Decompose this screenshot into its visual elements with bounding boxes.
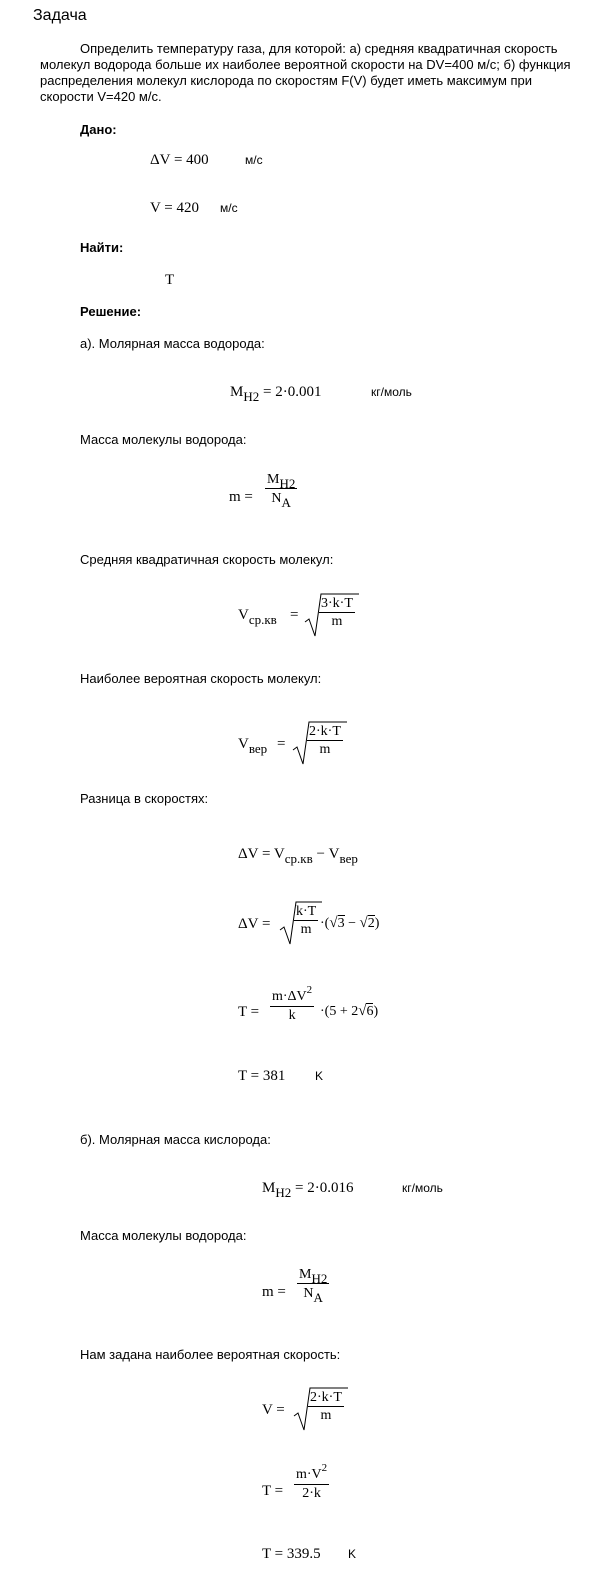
given-heading: Дано: — [80, 122, 117, 137]
a-vver-eq: = — [277, 736, 286, 752]
a-diff-label: Разница в скоростях: — [80, 791, 209, 806]
find-var: T — [165, 272, 175, 288]
a-diff2-tail: ·(√3 − √2) — [320, 915, 380, 931]
problem-line-4: скорости V=420 м/с. — [40, 89, 162, 104]
b-T-lhs: T = — [262, 1483, 284, 1499]
problem-line-1: Определить температуру газа, для которой: а) средняя квадратичная скорость — [80, 41, 558, 56]
page-title: Задача — [33, 7, 87, 24]
a-T-fraction: $\frac{m\cdot\Delta V^2}{k}$ — [272, 984, 313, 1023]
b-mass-label: Масса молекулы водорода: — [80, 1228, 247, 1243]
find-heading: Найти: — [80, 240, 124, 255]
given-v-unit: м/с — [220, 201, 238, 215]
solution-heading: Решение: — [80, 304, 142, 319]
a-mass-label: Масса молекулы водорода: — [80, 432, 247, 447]
problem-line-2: молекул водорода больше их наиболее вероятной скорости на DV=400 м/с; б) функция — [40, 57, 571, 72]
a-vsq-lhs: Vср.кв — [238, 607, 277, 627]
b-m-fraction: $\frac{MH2}{NA}$ — [299, 1267, 328, 1305]
a-m-fraction: $\frac{MH2}{NA}$ — [267, 472, 296, 510]
given-dv: ΔV = 400 — [150, 152, 209, 168]
a-vsq-label: Средняя квадратичная скорость молекул: — [80, 552, 334, 567]
part-b-intro: б). Молярная масса кислорода: — [80, 1132, 271, 1147]
b-molar-mass-formula: MH2 = 2·0.016 — [262, 1180, 354, 1200]
b-m-lhs: m = — [262, 1284, 286, 1300]
part-a-intro: а). Молярная масса водорода: — [80, 336, 265, 351]
a-T-lhs: T = — [238, 1004, 260, 1020]
b-molar-mass-unit: кг/моль — [402, 1181, 443, 1195]
a-molar-mass-formula: MH2 = 2·0.001 — [230, 384, 322, 404]
a-T-result: T = 381 — [238, 1068, 286, 1084]
b-v-fraction: $\frac{2\cdot k\cdot T}{m}$ — [310, 1390, 342, 1423]
a-vsq-fraction: $\frac{3\cdot k\cdot T}{m}$ — [321, 596, 353, 629]
a-vver-fraction: $\frac{2\cdot k\cdot T}{m}$ — [309, 724, 341, 757]
a-T-unit: K — [315, 1069, 324, 1083]
a-diff2-lhs: ΔV = — [238, 916, 271, 932]
b-T-fraction: $\frac{m\cdot V^2}{2\cdot k}$ — [296, 1462, 328, 1501]
a-diff-formula-1: ΔV = Vср.кв − Vвер — [238, 846, 358, 866]
a-molar-mass-unit: кг/моль — [371, 385, 412, 399]
given-v: V = 420 — [150, 200, 200, 216]
a-T-tail: ·(5 + 2√6) — [320, 1003, 379, 1019]
a-vsq-eq: = — [290, 607, 299, 623]
b-v-lhs: V = — [262, 1402, 285, 1418]
b-T-unit: K — [348, 1547, 357, 1561]
a-m-lhs: m = — [229, 489, 253, 505]
a-vver-lhs: Vвер — [238, 736, 268, 756]
b-T-result: T = 339.5 — [262, 1546, 321, 1562]
problem-line-3: распределения молекул кислорода по скоростям F(V) будет иметь максимум при — [40, 73, 533, 88]
given-dv-unit: м/с — [245, 153, 263, 167]
a-vver-label: Наиболее вероятная скорость молекул: — [80, 671, 322, 686]
b-given-label: Нам задана наиболее вероятная скорость: — [80, 1347, 341, 1362]
a-diff2-fraction: $\frac{k\cdot T}{m}$ — [296, 904, 317, 937]
